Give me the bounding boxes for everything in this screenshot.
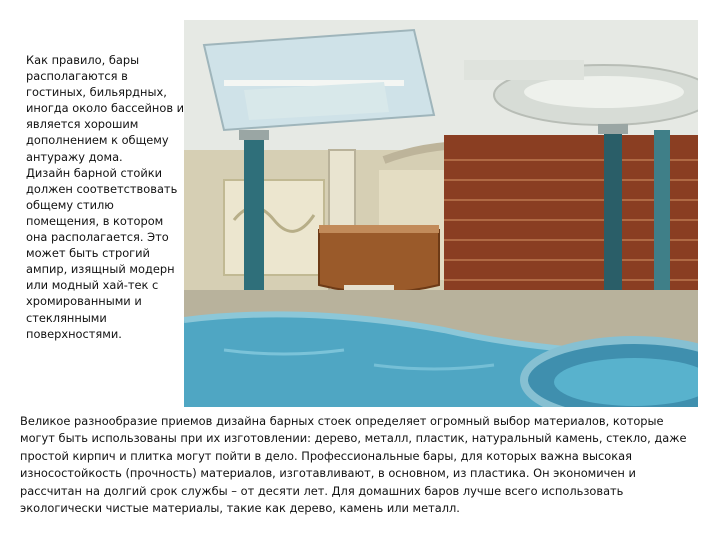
side-paragraph: Как правило, бары располагаются в гостиных, бильярдных, иногда около бассейнов и является хорошим дополнением к общему антуражу дома. Дизайн барной стойки должен соответствовать общему стилю помещения, в котором она располагается. Это может быть строгий ампир, изящный модерн или модный хай-тек с хромированными и стеклянными поверхностями. (26, 53, 185, 341)
bottom-paragraph: Великое разнообразие приемов дизайна барных стоек определяет огромный выбор материалов, которые могут быть использованы при их изготовлении: дерево, металл, пластик, натуральный камень, стекло, даже простой кирпич и плитка могут пойти в дело. Профессиональные бары, для которых важна высокая износостойкость (прочность) материалов, изготавливают, в основном, из пластика. Он экономичен и рассчитан на долгий срок службы – от десяти лет. Для домашних баров лучше всего использовать экологически чистые материалы, такие как дерево, камень или металл. (20, 414, 687, 516)
bar-counter (319, 230, 439, 293)
column-left (244, 135, 264, 305)
pool-bar-photo (184, 20, 698, 407)
